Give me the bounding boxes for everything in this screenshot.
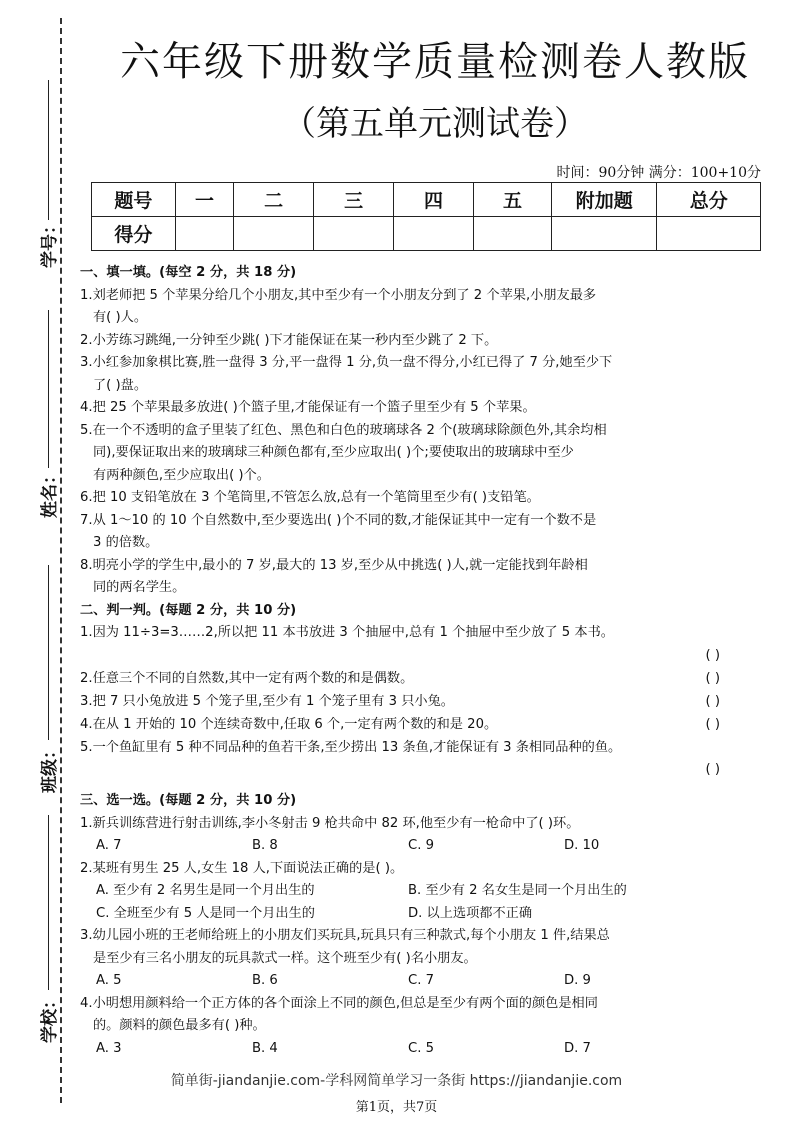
option[interactable]: C. 9 (408, 838, 434, 853)
option[interactable]: B. 至少有 2 名女生是同一个月出生的 (408, 883, 627, 898)
score-input-cell[interactable] (234, 217, 314, 251)
option[interactable]: A. 5 (96, 973, 122, 988)
student-id-field[interactable] (10, 80, 60, 280)
s3-options (80, 903, 720, 926)
score-header-cell: 三 (314, 183, 394, 217)
s3-options (80, 1038, 720, 1061)
option[interactable]: D. 以上选项都不正确 (408, 905, 533, 921)
s1-line: 7.从 1～10 的 10 个自然数中,至少要选出( )个不同的数,才能保证其中一定有一个数不是 (80, 512, 597, 528)
s3-question: 是至少有三名小朋友的玩具款式一样。这个班至少有( )名小朋友。 (93, 950, 477, 966)
score-row-label: 得分 (92, 217, 176, 251)
s2-question: 2.任意三个不同的自然数,其中一定有两个数的和是偶数。 (80, 670, 414, 686)
class-label: 班级： (40, 742, 60, 793)
s3-question: 3.幼儿园小班的王老师给班上的小朋友们买玩具,玩具只有三种款式,每个小朋友 1 件,结果总 (80, 928, 610, 943)
binding-dashed-line (60, 18, 62, 1103)
option[interactable]: D. 10 (564, 838, 600, 853)
option[interactable]: D. 9 (564, 973, 591, 988)
option[interactable]: D. 7 (564, 1040, 591, 1056)
answer-paren[interactable]: ( ) (705, 670, 720, 686)
score-input-cell[interactable] (473, 217, 551, 251)
option[interactable]: C. 5 (408, 1040, 434, 1056)
school-label: 学校： (40, 992, 60, 1043)
s3-question: 2.某班有男生 25 人,女生 18 人,下面说法正确的是( )。 (80, 860, 404, 876)
name-label: 姓名： (40, 467, 60, 518)
s1-line: 2.小芳练习跳绳,一分钟至少跳( )下才能保证在某一秒内至少跳了 2 下。 (80, 332, 498, 348)
score-header-cell: 总分 (657, 183, 761, 217)
option[interactable]: B. 4 (252, 1040, 278, 1056)
s3-options (80, 880, 720, 903)
name-field[interactable] (10, 310, 60, 520)
s1-line: 有两种颜色,至少应取出( )个。 (93, 467, 270, 483)
s1-line: 1.刘老师把 5 个苹果分给几个小朋友,其中至少有一个小朋友分到了 2 个苹果,小朋友最多 (80, 287, 597, 303)
answer-paren[interactable]: ( ) (705, 647, 720, 663)
class-field[interactable] (10, 565, 60, 793)
name-line (48, 310, 49, 468)
score-table-header-row (92, 183, 761, 217)
option[interactable]: A. 至少有 2 名男生是同一个月出生的 (96, 883, 315, 898)
s2-question: 1.因为 11÷3=3……2,所以把 11 本书放进 3 个抽屉中,总有 1 个抽屉中至少放了 5 本书。 (80, 625, 614, 640)
score-input-cell[interactable] (175, 217, 233, 251)
student-id-label: 学号： (40, 217, 60, 268)
s1-line: 3 的倍数。 (93, 535, 159, 550)
s2-question: 3.把 7 只小兔放进 5 个笼子里,至少有 1 个笼子里有 3 只小兔。 (80, 693, 454, 709)
section-2-title: 二、判一判。(每题 2 分，共 10 分) (80, 602, 297, 618)
page-subtitle: （第五单元测试卷） (282, 104, 588, 144)
score-input-cell[interactable] (314, 217, 394, 251)
score-input-cell[interactable] (657, 217, 761, 251)
s1-line: 8.明亮小学的学生中,最小的 7 岁,最大的 13 岁,至少从中挑选( )人,就一定能找到年龄相 (80, 557, 588, 573)
answer-paren[interactable]: ( ) (705, 762, 720, 777)
section-3-title: 三、选一选。(每题 2 分，共 10 分) (80, 793, 297, 808)
s1-line: 4.把 25 个苹果最多放进( )个篮子里,才能保证有一个篮子里至少有 5 个苹果。 (80, 400, 536, 415)
score-table (91, 182, 761, 251)
score-input-cell[interactable] (551, 217, 656, 251)
time-info: 时间：90分钟 满分：100+10分 (556, 165, 761, 181)
s1-line: 同的两名学生。 (93, 580, 186, 595)
s3-options (80, 835, 720, 858)
s1-line: 6.把 10 支铅笔放在 3 个笔筒里,不管怎么放,总有一个笔筒里至少有( )支铅笔。 (80, 490, 540, 505)
score-header-cell: 附加题 (551, 183, 656, 217)
score-header-cell: 二 (234, 183, 314, 217)
student-id-line (48, 80, 49, 220)
score-table-score-row (92, 217, 761, 251)
s3-question: 4.小明想用颜料给一个正方体的各个面涂上不同的颜色,但总是至少有两个面的颜色是相同 (80, 995, 598, 1011)
s1-line: 了( )盘。 (93, 377, 148, 393)
score-header-cell: 五 (473, 183, 551, 217)
answer-paren[interactable]: ( ) (705, 716, 720, 732)
score-input-cell[interactable] (394, 217, 474, 251)
option[interactable]: B. 8 (252, 838, 278, 853)
option[interactable]: B. 6 (252, 973, 278, 988)
class-line (48, 565, 49, 740)
option[interactable]: A. 7 (96, 838, 122, 853)
school-field[interactable] (10, 815, 60, 1045)
question-content (80, 262, 720, 1060)
s1-line: 同),要保证取出来的玻璃球三种颜色都有,至少应取出( )个;要使取出的玻璃球中至少 (93, 445, 574, 460)
option[interactable]: C. 全班至少有 5 人是同一个月出生的 (96, 905, 315, 921)
binding-margin (0, 0, 75, 1122)
watermark-footer: 简单街-jiandanjie.com-学科网简单学习一条街 https://jiandanjie.com (170, 1073, 623, 1089)
s3-question: 1.新兵训练营进行射击训练,李小冬射击 9 枪共命中 82 环,他至少有一枪命中了( )环。 (80, 815, 580, 831)
school-line (48, 815, 49, 990)
s1-line: 5.在一个不透明的盒子里装了红色、黑色和白色的玻璃球各 2 个(玻璃球除颜色外,其余均相 (80, 422, 607, 438)
page-title: 六年级下册数学质量检测卷人教版 (120, 39, 750, 85)
score-header-cell: 题号 (92, 183, 176, 217)
s2-question: 4.在从 1 开始的 10 个连续奇数中,任取 6 个,一定有两个数的和是 20。 (80, 716, 498, 732)
s2-question: 5.一个鱼缸里有 5 种不同品种的鱼若干条,至少捞出 13 条鱼,才能保证有 3 条相同品种的鱼。 (80, 739, 622, 755)
score-header-cell: 四 (394, 183, 474, 217)
option[interactable]: C. 7 (408, 973, 434, 988)
option[interactable]: A. 3 (96, 1040, 122, 1056)
s3-options (80, 970, 720, 993)
s1-line: 3.小红参加象棋比赛,胜一盘得 3 分,平一盘得 1 分,负一盘不得分,小红已得了 7 分,她至少下 (80, 355, 613, 370)
answer-paren[interactable]: ( ) (705, 693, 720, 709)
s3-question: 的。颜料的颜色最多有( )种。 (93, 1018, 266, 1033)
score-header-cell: 一 (175, 183, 233, 217)
page-number: 第1页，共7页 (355, 1100, 438, 1115)
s1-line: 有( )人。 (93, 310, 148, 325)
section-1-title: 一、填一填。(每空 2 分，共 18 分) (80, 265, 297, 280)
